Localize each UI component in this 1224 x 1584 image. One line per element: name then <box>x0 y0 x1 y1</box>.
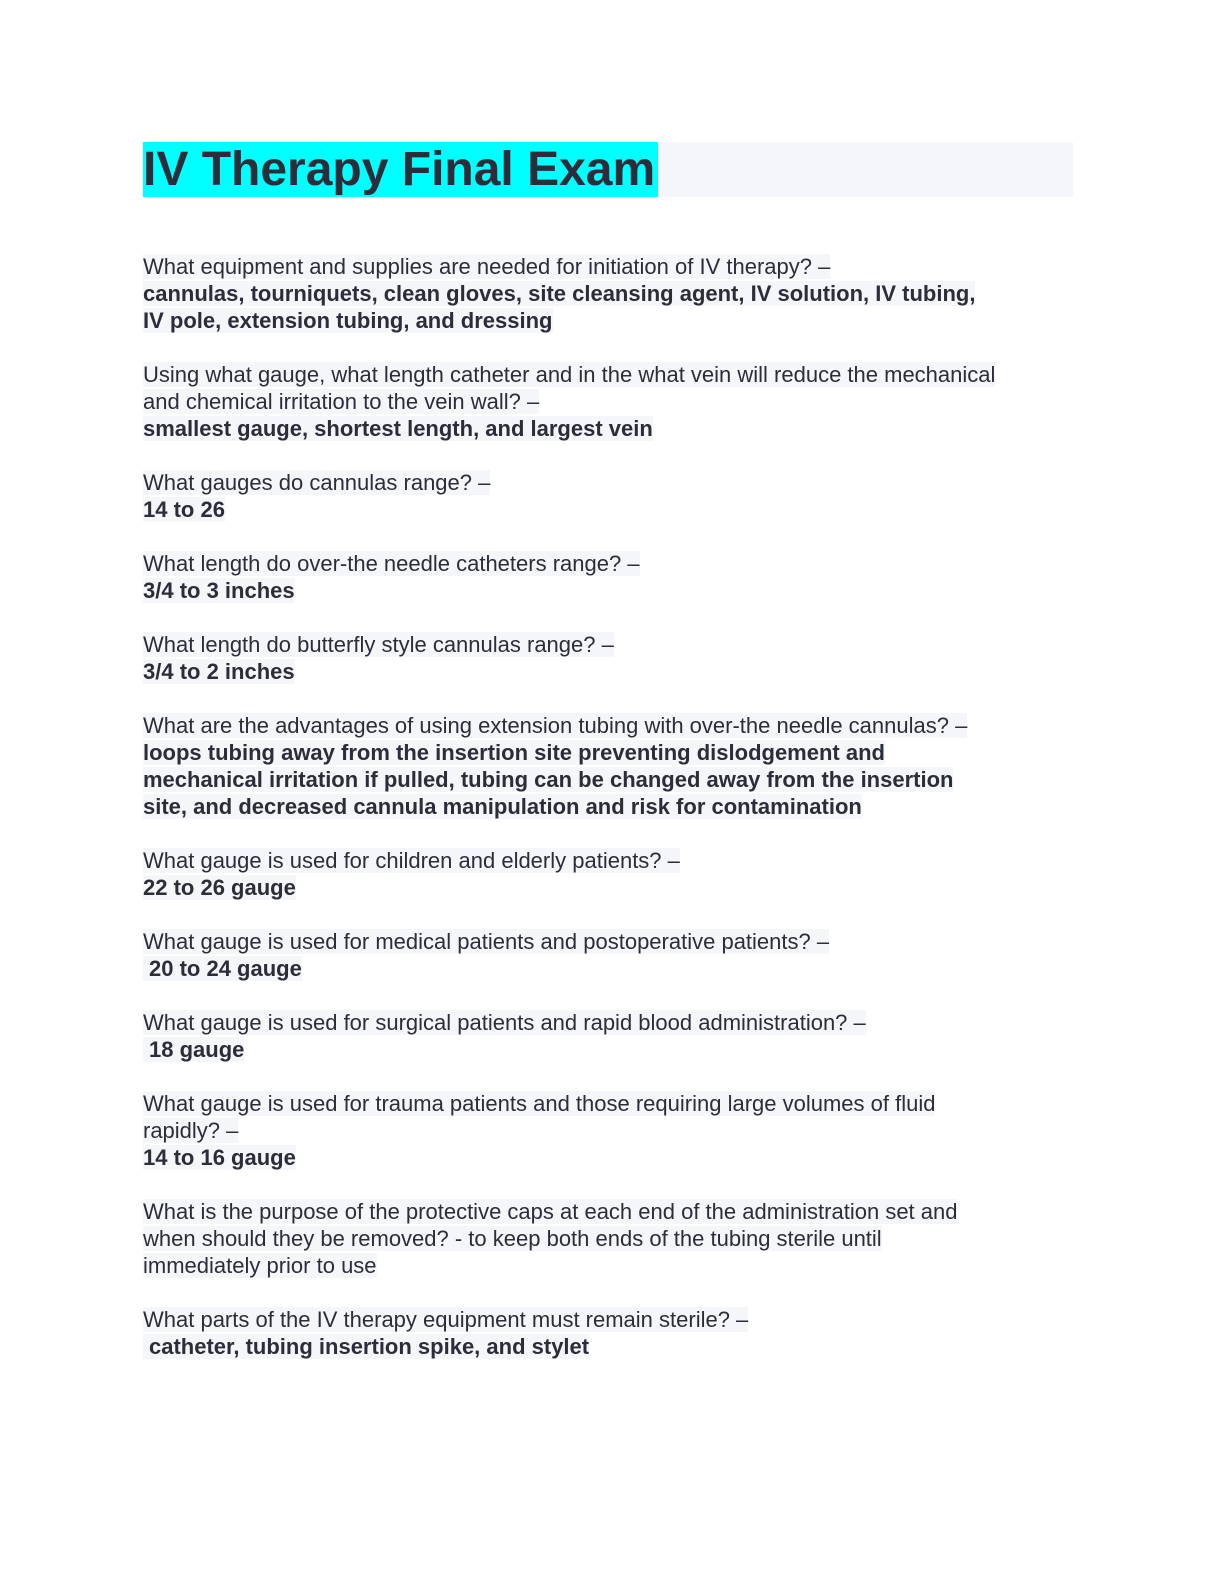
answer-line: 22 to 26 gauge <box>143 875 296 900</box>
question-line: What gauge is used for medical patients and postoperative patients? – <box>143 929 830 954</box>
qa-list <box>143 253 1078 1387</box>
question-line: What gauges do cannulas range? – <box>143 470 491 495</box>
qa-item <box>143 847 1078 901</box>
qa-item <box>143 361 1078 442</box>
answer-line: 14 to 26 <box>143 497 225 522</box>
question-line: and chemical irritation to the vein wall? – <box>143 389 540 414</box>
qa-item <box>143 1090 1078 1171</box>
qa-item <box>143 550 1078 604</box>
question-line: What gauge is used for surgical patients and rapid blood administration? – <box>143 1010 866 1035</box>
answer-line: cannulas, tourniquets, clean gloves, site cleansing agent, IV solution, IV tubing, <box>143 281 976 306</box>
question-line: What length do over-the needle catheters range? – <box>143 551 640 576</box>
answer-line: 3/4 to 2 inches <box>143 659 295 684</box>
question-line: What parts of the IV therapy equipment must remain sterile? – <box>143 1307 749 1332</box>
answer-line: IV pole, extension tubing, and dressing <box>143 308 553 333</box>
question-line: What length do butterfly style cannulas range? – <box>143 632 614 657</box>
qa-item <box>143 253 1078 334</box>
answer-line: site, and decreased cannula manipulation and risk for contamination <box>143 794 862 819</box>
question-line: What is the purpose of the protective caps at each end of the administration set and <box>143 1199 958 1224</box>
qa-item <box>143 712 1078 820</box>
qa-item <box>143 469 1078 523</box>
qa-item <box>143 1009 1078 1063</box>
answer-line: loops tubing away from the insertion site preventing dislodgement and <box>143 740 885 765</box>
question-line: Using what gauge, what length catheter and in the what vein will reduce the mechanical <box>143 362 996 387</box>
question-line: What gauge is used for trauma patients and those requiring large volumes of fluid <box>143 1091 936 1116</box>
answer-line: catheter, tubing insertion spike, and stylet <box>143 1334 589 1359</box>
question-line: What equipment and supplies are needed for initiation of IV therapy? – <box>143 254 831 279</box>
qa-item <box>143 1198 1078 1279</box>
question-line: What gauge is used for children and elderly patients? – <box>143 848 680 873</box>
answer-line: 20 to 24 gauge <box>143 956 302 981</box>
answer-line: 18 gauge <box>143 1037 244 1062</box>
qa-item <box>143 1306 1078 1360</box>
qa-item <box>143 631 1078 685</box>
answer-line: 14 to 16 gauge <box>143 1145 296 1170</box>
answer-line: 3/4 to 3 inches <box>143 578 295 603</box>
question-line: immediately prior to use <box>143 1253 377 1278</box>
answer-line: smallest gauge, shortest length, and largest vein <box>143 416 653 441</box>
qa-item <box>143 928 1078 982</box>
answer-line: mechanical irritation if pulled, tubing can be changed away from the insertion <box>143 767 954 792</box>
question-line: when should they be removed? - to keep both ends of the tubing sterile until <box>143 1226 882 1251</box>
question-line: What are the advantages of using extension tubing with over-the needle cannulas? – <box>143 713 968 738</box>
question-line: rapidly? – <box>143 1118 239 1143</box>
page-title: IV Therapy Final Exam <box>143 142 658 197</box>
